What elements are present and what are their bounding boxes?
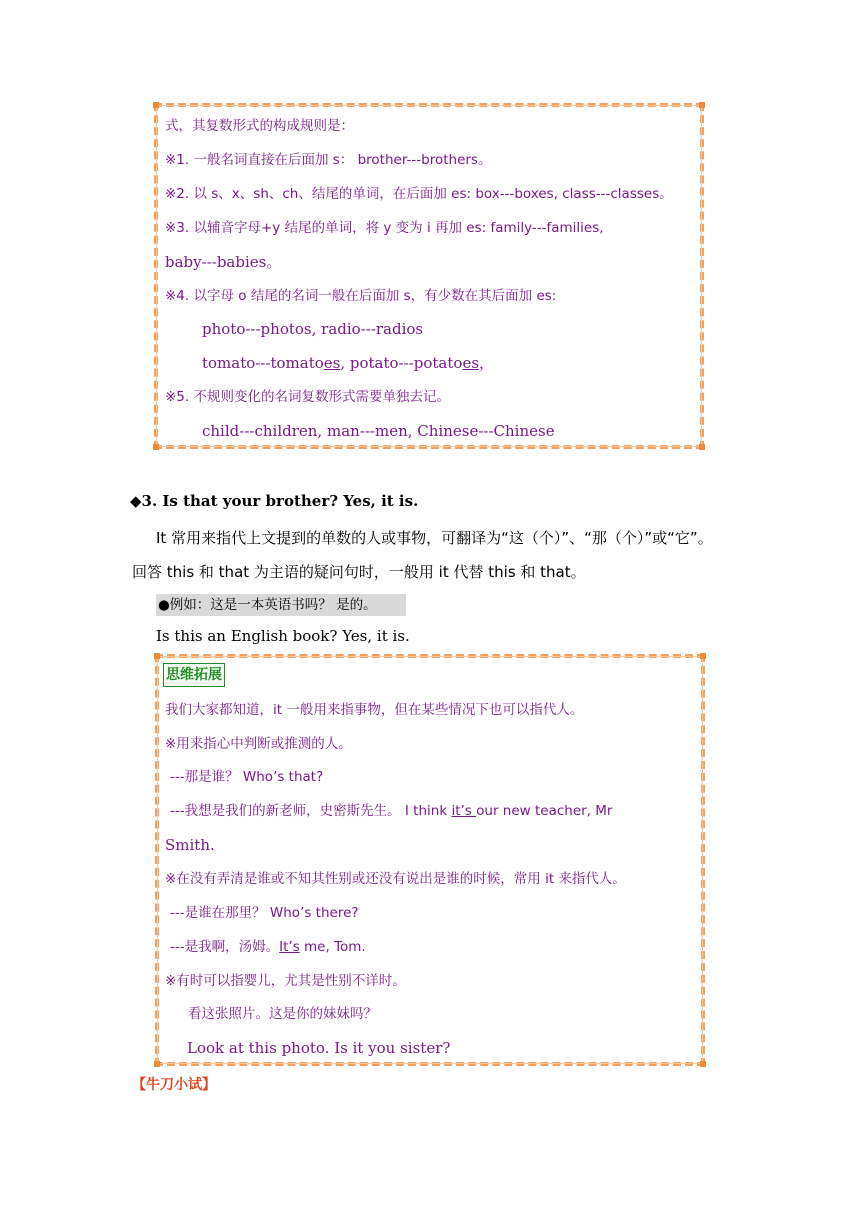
corner-mark <box>154 1061 160 1067</box>
ext-line-4 <box>170 801 612 821</box>
rule-5: ※5. 不规则变化的名词复数形式需要单独去记。 <box>165 389 450 405</box>
punct: ， <box>479 354 495 372</box>
ext-line-8-c: me, Tom. <box>299 939 366 955</box>
rule-4-example-1: photo---photos, radio---radios <box>202 320 424 338</box>
tomato-suffix: es <box>323 354 341 372</box>
rule-4-example-2 <box>202 353 494 373</box>
ext-line-8 <box>170 937 366 957</box>
ext-line-4-a: ---我想是我们的新老师，史密斯先生。 I think <box>170 803 452 819</box>
ext-line-10: 看这张照片。这是你的妹妹吗？ <box>188 1006 377 1022</box>
ext-line-9: ※有时可以指婴儿，尤其是性别不详时。 <box>165 973 406 989</box>
ext-line-3: ---那是谁？ Who’s that? <box>170 769 324 785</box>
ext-line-1: 我们大家都知道，it 一般用来指事物，但在某些情况下也可以指代人。 <box>165 702 584 718</box>
potato-suffix: es <box>462 354 480 372</box>
corner-mark <box>153 102 159 108</box>
thinking-extension-tag: 思维拓展 <box>163 663 225 687</box>
ext-line-6: ※在没有弄清是谁或不知其性别或还没有说出是谁的时候，常用 it 来指代人。 <box>165 871 626 887</box>
rule-1: ※1. 一般名词直接在后面加 s： brother---brothers。 <box>165 152 492 168</box>
ext-line-5: Smith. <box>165 836 215 854</box>
corner-mark <box>699 102 705 108</box>
rule-2: ※2. 以 s、x、sh、ch、结尾的单词，在后面加 es: box---boxes, class---classes。 <box>165 186 673 202</box>
rule-4: ※4. 以字母 o 结尾的名词一般在后面加 s，有少数在其后面加 es: <box>165 288 557 304</box>
rule-3-cont: baby---babies。 <box>165 253 282 271</box>
rule-5-example: child---children, man---men, Chinese---Chinese <box>202 422 555 440</box>
ext-line-8-a: ---是我啊，汤姆。 <box>170 939 280 955</box>
rule-3: ※3. 以辅音字母+y 结尾的单词，将 y 变为 i 再加 es: family---families, <box>165 220 604 236</box>
paragraph-2: 回答 this 和 that 为主语的疑问句时，一般用 it 代替 this 和 that。 <box>132 563 586 581</box>
ext-line-2: ※用来指心中判断或推测的人。 <box>165 736 352 752</box>
corner-mark <box>699 444 705 450</box>
ext-line-4-c: our new teacher, Mr <box>476 803 613 819</box>
section-heading: ◆3. Is that your brother? Yes, it is. <box>130 492 419 510</box>
corner-mark <box>700 1061 706 1067</box>
potato-text: , potato---potato <box>340 354 463 372</box>
example-english: Is this an English book? Yes, it is. <box>156 627 410 645</box>
corner-mark <box>154 653 160 659</box>
tomato-text: tomato---tomato <box>202 354 324 372</box>
rules-intro: 式，其复数形式的构成规则是： <box>165 118 354 134</box>
corner-mark <box>153 444 159 450</box>
practice-tag: 【牛刀小试】 <box>132 1077 216 1093</box>
paragraph-1: It 常用来指代上文提到的单数的人或事物，可翻译为“这（个）”、“那（个）”或“它”。 <box>156 529 713 547</box>
corner-mark <box>700 653 706 659</box>
ext-line-8-underlined: It’s <box>279 939 300 955</box>
ext-line-11: Look at this photo. Is it you sister? <box>187 1039 451 1057</box>
ext-line-7: ---是谁在那里？ Who’s there? <box>170 905 359 921</box>
example-label: ●例如：这是一本英语书吗？ 是的。 <box>156 594 406 616</box>
ext-line-4-underlined: it’s <box>451 803 477 819</box>
